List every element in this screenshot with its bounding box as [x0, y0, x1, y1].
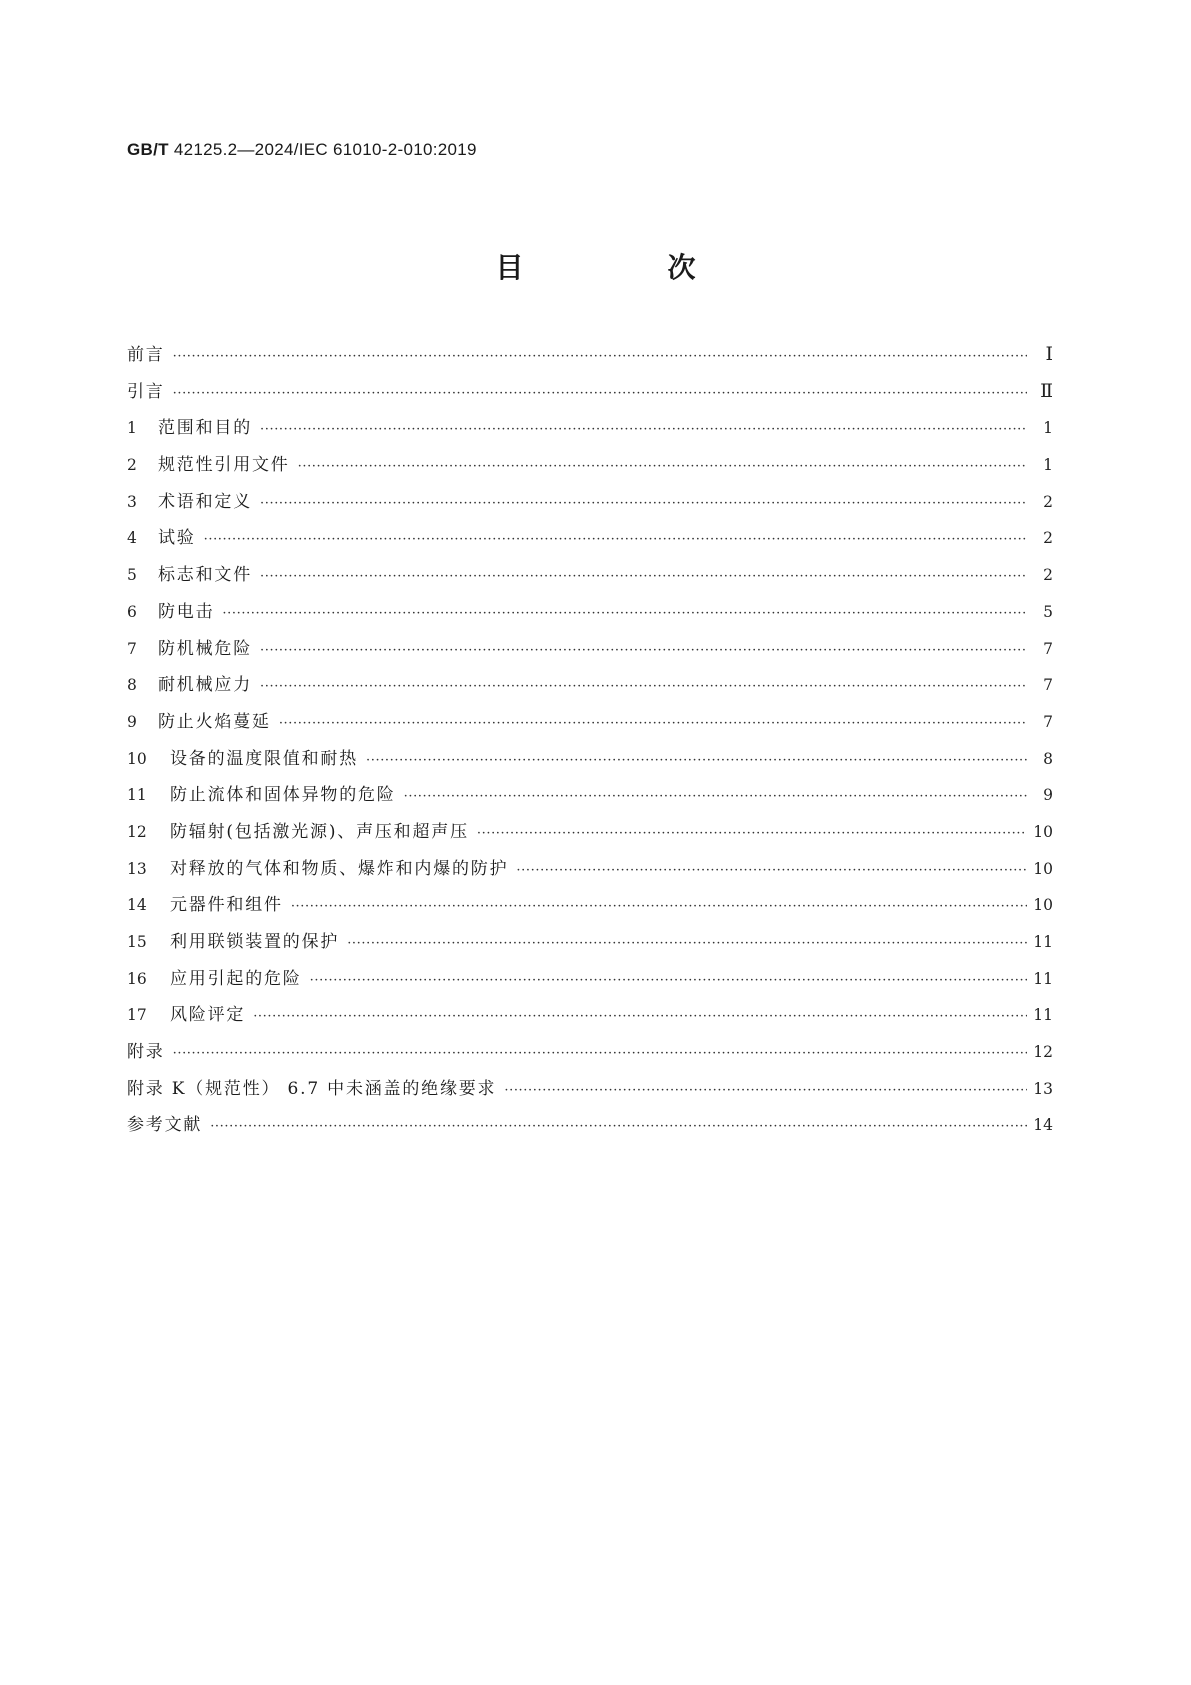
toc-dot-leader — [260, 679, 1027, 694]
toc-entry-page: 14 — [1033, 1116, 1053, 1135]
toc-dot-leader — [260, 496, 1027, 511]
toc-entry-title: 试验 — [158, 528, 196, 549]
toc-entry-number: 2 — [127, 456, 137, 475]
toc-entry-number: 5 — [127, 566, 137, 585]
toc-entry[interactable] — [127, 487, 1053, 524]
toc-entry-page: 10 — [1033, 859, 1053, 878]
toc-entry[interactable] — [127, 890, 1053, 927]
toc-entry[interactable] — [127, 670, 1053, 707]
toc-entry-page: 11 — [1033, 933, 1053, 951]
toc-dot-leader — [222, 606, 1027, 621]
toc-dot-leader — [260, 422, 1027, 437]
toc-entry-title: 参考文献 — [127, 1115, 203, 1136]
toc-entry-page: 7 — [1043, 712, 1053, 731]
toc-entry-title: 前言 — [127, 345, 165, 365]
toc-entry-number: 9 — [127, 712, 137, 731]
toc-entry-number: 14 — [127, 896, 147, 915]
toc-entry-title: 防辐射(包括激光源)、声压和超声压 — [170, 821, 469, 842]
toc-entry-page: 9 — [1043, 786, 1053, 805]
toc-entry-number: 8 — [127, 676, 137, 695]
toc-entry-page: 8 — [1043, 749, 1053, 768]
toc-entry-title: 设备的温度限值和耐热 — [170, 748, 358, 769]
toc-entry-title: 元器件和组件 — [170, 895, 283, 916]
toc-dot-leader — [404, 789, 1027, 804]
toc-dot-leader — [253, 1009, 1027, 1024]
toc-dot-leader — [279, 716, 1027, 731]
toc-entry[interactable] — [127, 1110, 1053, 1147]
toc-entry-title: 对释放的气体和物质、爆炸和内爆的防护 — [170, 858, 509, 879]
toc-entry[interactable] — [127, 597, 1053, 634]
toc-entry-number: 17 — [127, 1006, 147, 1025]
toc-dot-leader — [516, 863, 1027, 878]
toc-entry-page: Ⅱ — [1040, 379, 1053, 402]
toc-entry-page: 11 — [1033, 969, 1053, 988]
toc-entry-title: 标志和文件 — [158, 565, 252, 586]
toc-entry-page: 10 — [1033, 896, 1053, 915]
toc-entry[interactable] — [127, 817, 1053, 854]
toc-dot-leader — [173, 1046, 1027, 1061]
toc-dot-leader — [347, 936, 1027, 951]
toc-entry[interactable] — [127, 560, 1053, 597]
toc-entry-title: 防电击 — [158, 601, 215, 622]
toc-entry-title: 耐机械应力 — [158, 675, 252, 696]
toc-entry-page: 5 — [1043, 602, 1053, 621]
toc-entry-title: 引言 — [127, 381, 165, 402]
toc-dot-leader — [173, 349, 1027, 364]
toc-entry[interactable] — [127, 377, 1053, 414]
toc-entry-number: 10 — [127, 749, 147, 768]
toc-entry-number: 12 — [127, 822, 147, 841]
toc-dot-leader — [504, 1083, 1027, 1098]
toc-entry[interactable] — [127, 964, 1053, 1001]
toc-dot-leader — [310, 973, 1027, 988]
toc-entry[interactable] — [127, 1074, 1053, 1111]
toc-entry[interactable] — [127, 1037, 1053, 1074]
toc-entry-title: 防机械危险 — [158, 638, 252, 659]
toc-entry-title: 附录 — [127, 1042, 165, 1063]
toc-entry-page: 7 — [1043, 639, 1053, 658]
toc-entry-page: 2 — [1043, 529, 1053, 548]
toc-entry-title: 附录 K（规范性） 6.7 中未涵盖的绝缘要求 — [127, 1078, 497, 1099]
standard-code — [127, 140, 477, 160]
toc-entry-title: 术语和定义 — [158, 491, 252, 512]
toc-entry[interactable] — [127, 1000, 1053, 1037]
toc-dot-leader — [210, 1119, 1027, 1134]
toc-entry[interactable] — [127, 340, 1053, 377]
toc-entry-page: 2 — [1043, 566, 1053, 585]
toc-entry-page: 7 — [1043, 676, 1053, 695]
toc-entry[interactable] — [127, 634, 1053, 671]
toc-entry[interactable] — [127, 744, 1053, 781]
toc-entry-page: 11 — [1033, 1006, 1053, 1025]
toc-entry[interactable] — [127, 927, 1053, 964]
toc-entry[interactable] — [127, 707, 1053, 744]
toc-entry-page: 2 — [1043, 492, 1053, 511]
toc-entry-number: 4 — [127, 529, 137, 548]
standard-number: 42125.2—2024/IEC 61010-2-010:2019 — [168, 140, 477, 159]
table-of-contents — [127, 340, 1053, 1147]
toc-entry-title: 风险评定 — [170, 1005, 246, 1026]
toc-entry-title: 应用引起的危险 — [170, 968, 302, 989]
toc-dot-leader — [204, 532, 1027, 547]
toc-entry[interactable] — [127, 413, 1053, 450]
toc-dot-leader — [173, 386, 1027, 401]
toc-entry-number: 15 — [127, 933, 147, 951]
toc-entry-title: 范围和目的 — [158, 418, 252, 439]
toc-entry-number: 6 — [127, 602, 137, 621]
toc-dot-leader — [298, 459, 1027, 474]
toc-title: 目 次 — [495, 251, 754, 284]
toc-entry-number: 16 — [127, 969, 147, 988]
toc-entry-title: 防止火焰蔓延 — [158, 711, 271, 732]
toc-entry-number: 3 — [127, 492, 137, 511]
toc-entry-page: 1 — [1043, 419, 1053, 438]
standard-prefix: GB/T — [127, 140, 169, 159]
toc-dot-leader — [291, 899, 1027, 914]
toc-dot-leader — [260, 569, 1027, 584]
toc-entry-page: 10 — [1033, 822, 1053, 841]
toc-entry-number: 7 — [127, 639, 137, 658]
toc-entry-number: 1 — [127, 419, 137, 438]
toc-entry-page: 12 — [1033, 1043, 1053, 1062]
toc-entry-number: 11 — [127, 786, 147, 805]
toc-dot-leader — [477, 826, 1027, 841]
toc-entry-page: Ⅰ — [1045, 343, 1053, 365]
toc-entry[interactable] — [127, 780, 1053, 817]
toc-entry-title: 防止流体和固体异物的危险 — [170, 785, 396, 806]
toc-dot-leader — [366, 753, 1027, 768]
toc-entry-page: 1 — [1043, 456, 1053, 475]
toc-entry-number: 13 — [127, 859, 147, 878]
toc-dot-leader — [260, 643, 1027, 658]
toc-entry-page: 13 — [1033, 1079, 1053, 1098]
toc-entry[interactable] — [127, 523, 1053, 560]
toc-entry-title: 规范性引用文件 — [158, 455, 290, 476]
toc-entry[interactable] — [127, 450, 1053, 487]
toc-entry[interactable] — [127, 854, 1053, 891]
toc-entry-title: 利用联锁装置的保护 — [170, 932, 340, 952]
